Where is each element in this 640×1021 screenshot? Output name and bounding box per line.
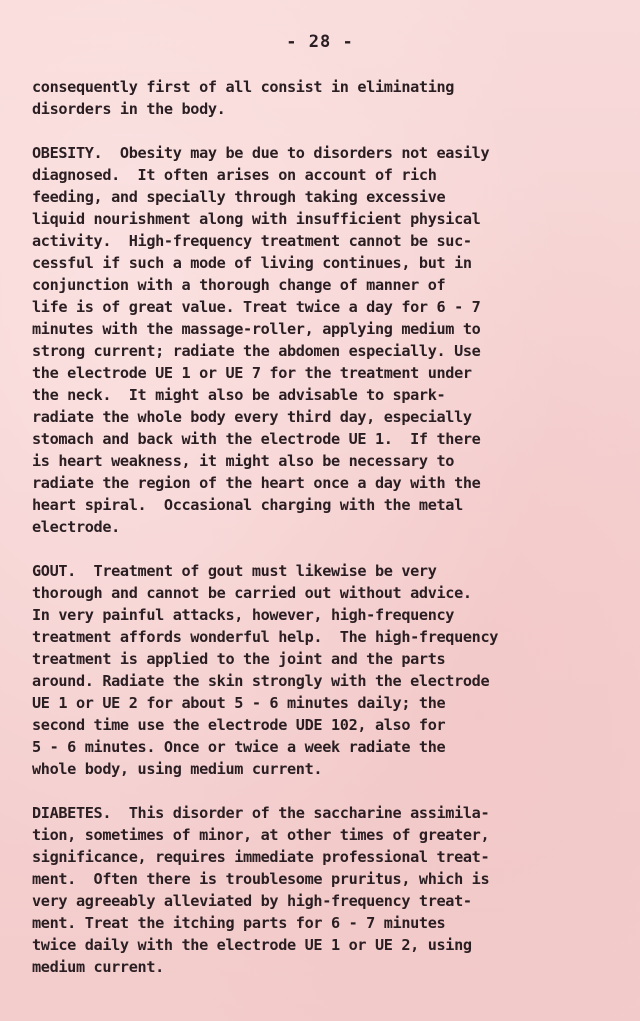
text-line: radiate the whole body every third day, especially [32, 408, 472, 426]
paragraph-obesity [32, 142, 628, 538]
text-line: activity. High-frequency treatment cannot be suc- [32, 232, 472, 250]
text-line: very agreeably alleviated by high-frequency treat- [32, 892, 472, 910]
text-line: stomach and back with the electrode UE 1. If there [32, 430, 481, 448]
text-line: heart spiral. Occasional charging with the metal [32, 496, 463, 514]
text-line: around. Radiate the skin strongly with the electrode [32, 672, 490, 690]
text-line: 5 - 6 minutes. Once or twice a week radiate the [32, 738, 446, 756]
text-line: treatment affords wonderful help. The high-frequency [32, 628, 499, 646]
text-line: In very painful attacks, however, high-frequency [32, 606, 455, 624]
body-text [32, 76, 628, 1000]
text-line: whole body, using medium current. [32, 760, 323, 778]
paragraph-gout [32, 560, 628, 780]
text-line: medium current. [32, 958, 164, 976]
text-line: the electrode UE 1 or UE 7 for the treatment under [32, 364, 472, 382]
text-line: UE 1 or UE 2 for about 5 - 6 minutes daily; the [32, 694, 446, 712]
text-line: ment. Often there is troublesome pruritus, which is [32, 870, 490, 888]
text-line: OBESITY. Obesity may be due to disorders not easily [32, 144, 490, 162]
text-line: feeding, and specially through taking excessive [32, 188, 446, 206]
page-number: - 28 - [286, 32, 354, 52]
text-line: disorders in the body. [32, 100, 226, 118]
text-line: ment. Treat the itching parts for 6 - 7 minutes [32, 914, 446, 932]
text-line: thorough and cannot be carried out without advice. [32, 584, 472, 602]
text-line: consequently first of all consist in eliminating [32, 78, 455, 96]
text-line: tion, sometimes of minor, at other times of greater, [32, 826, 490, 844]
text-line: radiate the region of the heart once a day with the [32, 474, 481, 492]
text-line: twice daily with the electrode UE 1 or UE 2, using [32, 936, 472, 954]
text-line: electrode. [32, 518, 120, 536]
paragraph-continuation [32, 76, 628, 120]
text-line: DIABETES. This disorder of the saccharine assimila- [32, 804, 490, 822]
text-line: is heart weakness, it might also be necessary to [32, 452, 455, 470]
text-line: liquid nourishment along with insufficient physical [32, 210, 481, 228]
text-line: minutes with the massage-roller, applying medium to [32, 320, 481, 338]
text-line: GOUT. Treatment of gout must likewise be very [32, 562, 437, 580]
text-line: diagnosed. It often arises on account of rich [32, 166, 437, 184]
text-line: cessful if such a mode of living continues, but in [32, 254, 472, 272]
text-line: conjunction with a thorough change of manner of [32, 276, 446, 294]
text-line: life is of great value. Treat twice a day for 6 - 7 [32, 298, 481, 316]
paragraph-diabetes [32, 802, 628, 978]
text-line: the neck. It might also be advisable to spark- [32, 386, 446, 404]
text-line: strong current; radiate the abdomen especially. Use [32, 342, 481, 360]
text-line: second time use the electrode UDE 102, also for [32, 716, 446, 734]
text-line: treatment is applied to the joint and the parts [32, 650, 446, 668]
text-line: significance, requires immediate professional treat- [32, 848, 490, 866]
